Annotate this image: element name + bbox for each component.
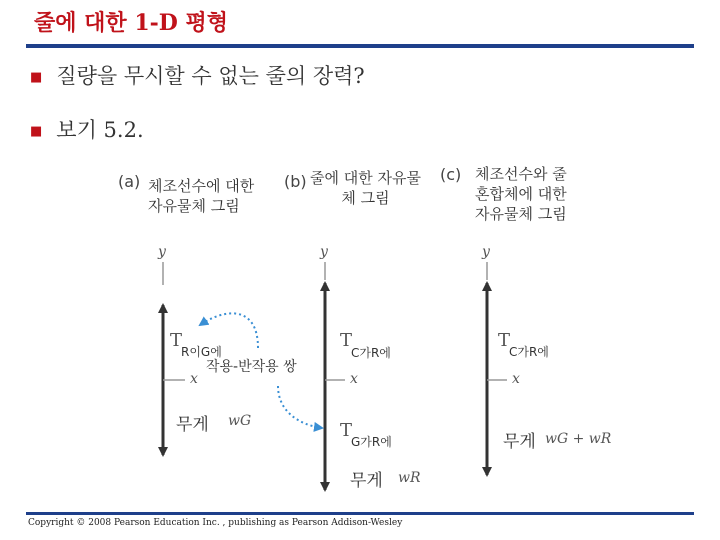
caption-b: 줄에 대한 자유물 체 그림 [310, 169, 421, 207]
weight-label-b: 무게 [350, 471, 383, 491]
tension-symbol-c: T [498, 330, 511, 351]
weight-symbol-a: wG [228, 413, 252, 429]
pair-arrow-lower [278, 386, 322, 428]
bullet-icon: ■ [30, 70, 43, 85]
slide-title: 줄에 대한 1-D 평형 [34, 10, 229, 36]
bullet-text-2: 보기 5.2. [56, 118, 144, 142]
weight-symbol-b: wR [398, 470, 421, 486]
tension-label-c: C가R에 [509, 345, 549, 359]
tension-symbol-a: T [170, 330, 183, 351]
panel-letter-a: (a) [118, 172, 141, 191]
axis-label-x-c: x [512, 371, 520, 387]
action-reaction-label: 작용-반작용 쌍 [206, 359, 297, 375]
weight-symbol-c: wG + wR [545, 431, 612, 447]
diagram-b [325, 262, 345, 490]
copyright-notice: Copyright © 2008 Pearson Education Inc. , publishing as Pearson Addison-Wesley [28, 518, 403, 528]
tension-bottom-symbol-b: T [340, 420, 353, 441]
weight-label-a: 무게 [176, 415, 209, 435]
bullet-icon: ■ [30, 124, 43, 139]
caption-a: 체조선수에 대한 자유물체 그림 [148, 177, 255, 215]
tension-label-a: R이G에 [181, 345, 222, 359]
tension-top-symbol-b: T [340, 330, 353, 351]
axis-label-x-b: x [350, 371, 358, 387]
weight-label-c: 무게 [503, 432, 536, 452]
panel-letter-b: (b) [284, 172, 307, 191]
axis-label-y-a: y [158, 244, 166, 260]
panel-letter-c: (c) [440, 165, 462, 184]
caption-c: 체조선수와 줄 혼합체에 대한 자유물체 그림 [475, 165, 567, 223]
bullet-text-1: 질량을 무시할 수 없는 줄의 장력? [56, 64, 365, 88]
footer-divider [26, 512, 694, 515]
tension-top-label-b: C가R에 [351, 346, 391, 360]
axis-label-y-c: y [482, 244, 490, 260]
axis-label-y-b: y [320, 244, 328, 260]
tension-bottom-label-b: G가R에 [351, 435, 392, 449]
axis-label-x-a: x [190, 371, 198, 387]
